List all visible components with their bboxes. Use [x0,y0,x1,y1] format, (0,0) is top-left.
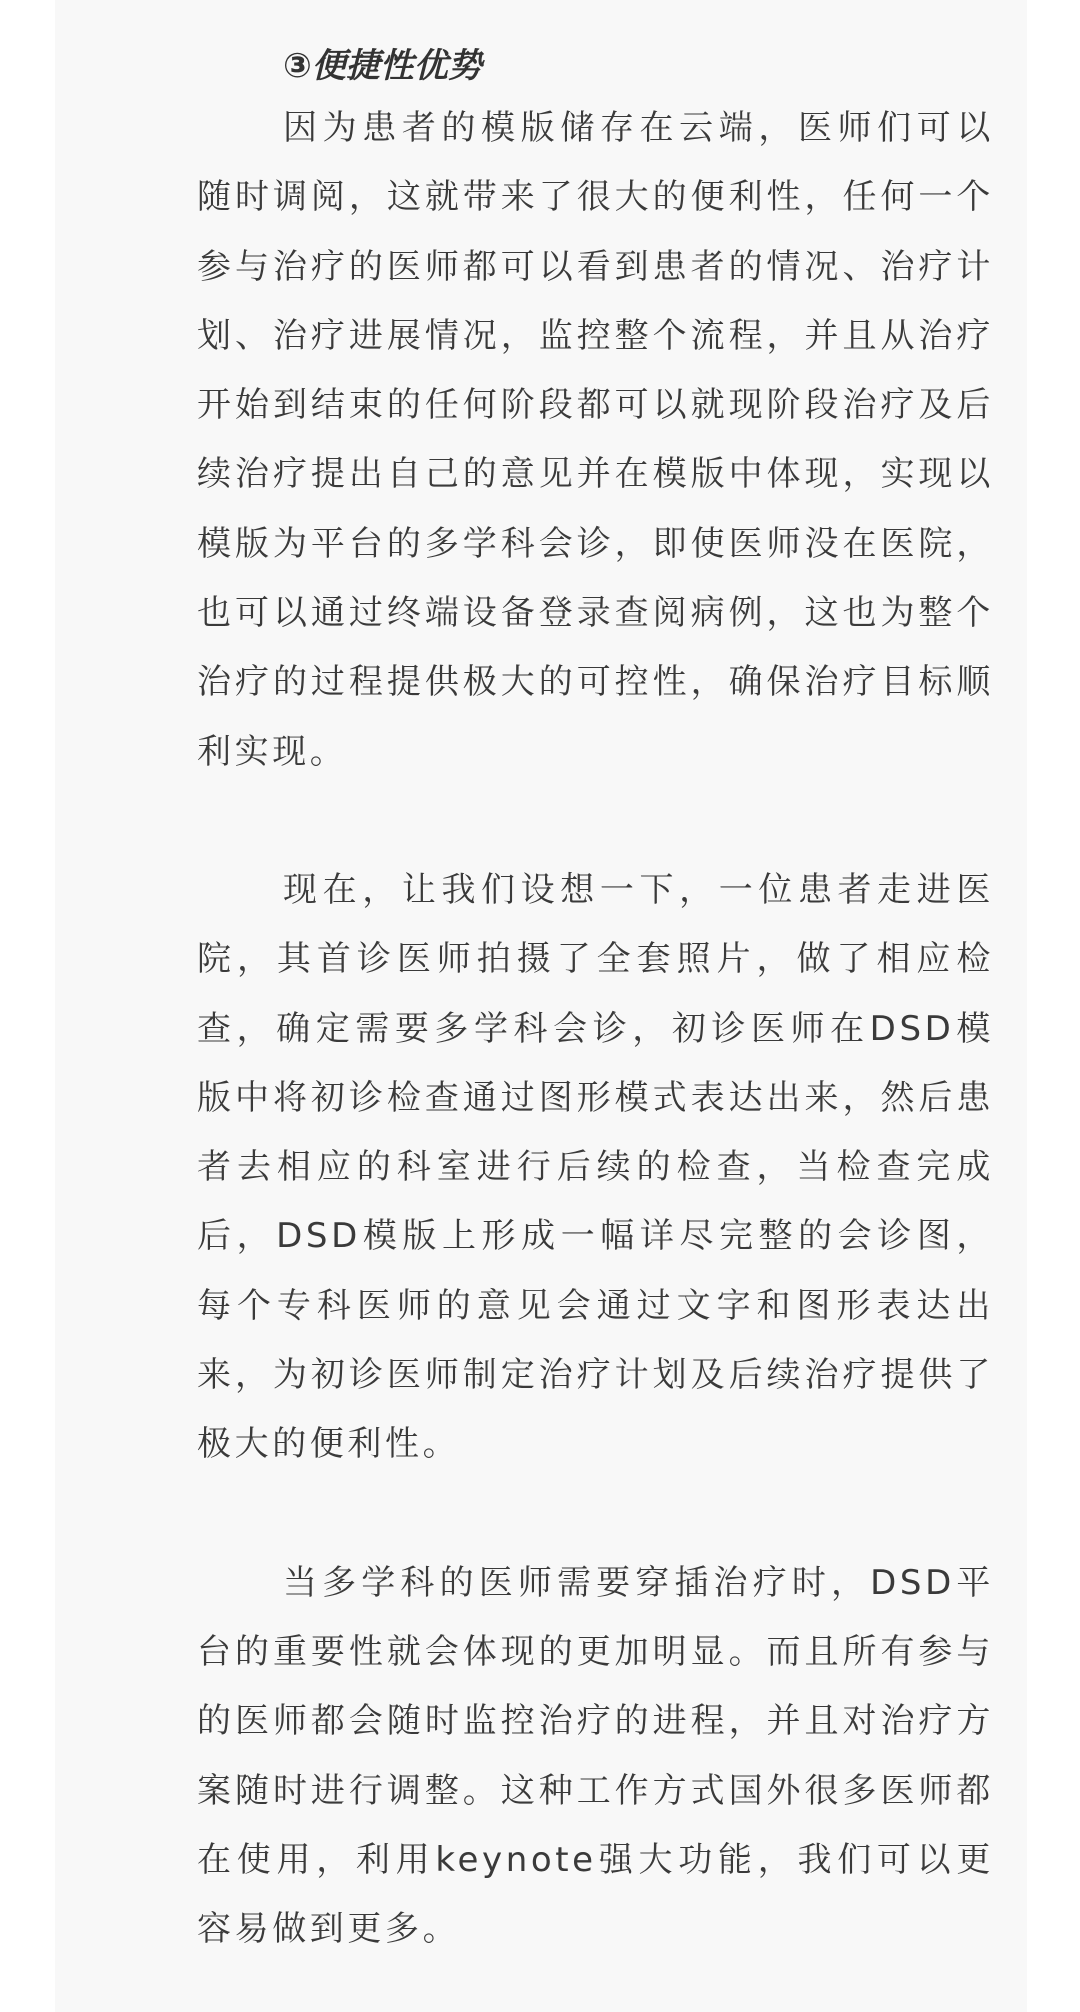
article-page [55,0,1027,2012]
section-heading: ③便捷性优势 [283,46,482,86]
article-body [197,38,994,1964]
paragraph-cloud-convenience: 因为患者的模版储存在云端，医师们可以随时调阅，这就带来了很大的便利性，任何一个参与治疗的医师都可以看到患者的情况、治疗计划、治疗进展情况，监控整个流程，并且从治疗开始到结束的任何阶段都可以就现阶段治疗及后续治疗提出自己的意见并在模版中体现，实现以模版为平台的多学科会诊，即使医师没在医院，也可以通过终端设备登录查阅病例，这也为整个治疗的过程提供极大的可控性，确保治疗目标顺利实现。 [197,108,994,772]
paragraph-multidisciplinary: 当多学科的医师需要穿插治疗时，DSD平台的重要性就会体现的更加明显。而且所有参与的医师都会随时监控治疗的进程，并且对治疗方案随时进行调整。这种工作方式国外很多医师都在使用，利用keynote强大功能，我们可以更容易做到更多。 [197,1562,994,1950]
paragraph-spacer [197,1480,994,1549]
paragraph-spacer [197,787,994,856]
paragraph-consultation-scenario: 现在，让我们设想一下，一位患者走进医院，其首诊医师拍摄了全套照片，做了相应检查，确定需要多学科会诊，初诊医师在DSD模版中将初诊检查通过图形模式表达出来，然后患者去相应的科室进行后续的检查，当检查完成后，DSD模版上形成一幅详尽完整的会诊图，每个专科医师的意见会通过文字和图形表达出来，为初诊医师制定治疗计划及后续治疗提供了极大的便利性。 [197,869,994,1465]
